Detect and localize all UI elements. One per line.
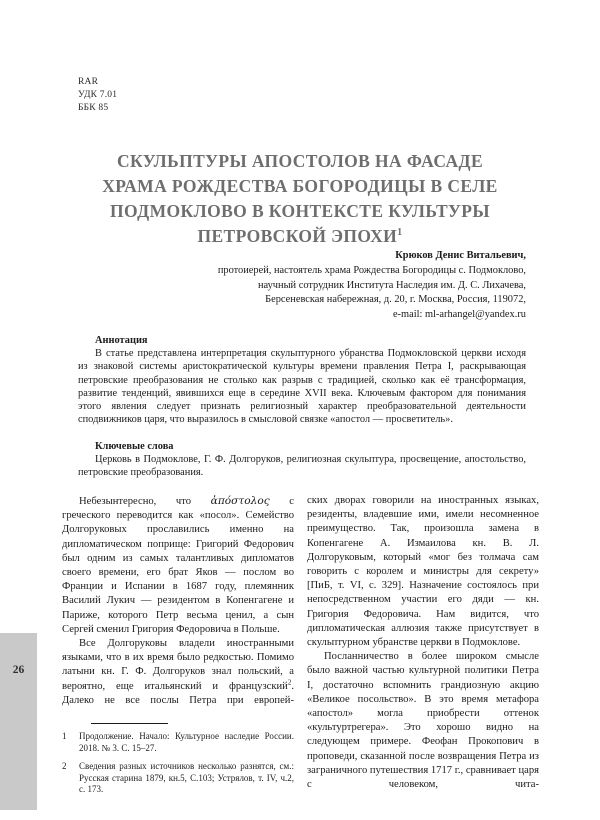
title-line-3: ПОДМОКЛОВО В КОНТЕКСТЕ КУЛЬТУРЫ <box>110 200 490 221</box>
left-paragraph-2 <box>62 637 294 708</box>
title-line-1: СКУЛЬПТУРЫ АПОСТОЛОВ НА ФАСАДЕ <box>116 150 484 171</box>
footnote-marker-2: 2 <box>287 678 292 687</box>
footnote-1-text: Продолжение. Начало: Культурное наследие России. 2018. № 3. С. 15–27. <box>79 731 294 753</box>
footnote-2-text: Сведения разных источников несколько разнятся, см.: Русская старина 1879, кн.5, С.103; Устрялов, т. IV, ч.2, с. 173. <box>79 761 294 795</box>
keywords-text: Церковь в Подмоклове, Г. Ф. Долгоруков, религиозная скульптура, просвещение, апостольство, петровские преобразования. <box>78 454 526 479</box>
right-column <box>307 494 539 803</box>
footnote-2 <box>62 761 294 796</box>
left-p1-post: с греческого переводится как «посол». Семейство Долгоруковых прославились именно на дипломатическом поприще: Григорий Федорович был одним из самых талантливых дипломатов своего времени, его брат Яков — послом во Франции и Испании в 1687 году, племянник Василий Лукич — резидентом в Копенгагене и Париже, которого Петр весьма ценил, а сын Сергей сменил Григория Федоровича в Польше. <box>62 496 294 635</box>
title-footnote-marker: 1 <box>397 226 403 238</box>
left-p2-pre: Все Долгоруковы владели иностранными языками, что в их время было редкостью. Помимо латыни кн. Г. Ф. Долгоруков знал польский, а вероятно, еще итальянский и французский <box>62 638 294 692</box>
page-number: 26 <box>12 664 25 676</box>
footnote-2-number: 2 <box>62 761 67 772</box>
left-column <box>62 494 294 803</box>
title-line-2: ХРАМА РОЖДЕСТВА БОГОРОДИЦЫ В СЕЛЕ <box>102 175 498 196</box>
article-title <box>40 149 560 249</box>
author-block <box>80 249 526 323</box>
keywords-section <box>78 440 526 480</box>
title-line-4: ПЕТРОВСКОЙ ЭПОХИ <box>197 225 398 246</box>
footnote-1-number: 1 <box>62 731 67 742</box>
footnote-separator-rule <box>91 723 168 724</box>
author-affiliation: научный сотрудник Института Наследия им. Д. С. Лихачева, <box>257 279 526 291</box>
bbk-code: ББК 85 <box>78 103 109 113</box>
left-p2-post: . Далеко не все послы Петра при европей- <box>62 680 294 706</box>
abstract-section <box>78 334 526 426</box>
abstract-text: В статье представлена интерпретация скульптурного убранства Подмокловской церкви исходя из знаковой системы аристократической культуры времени правления Петра I, раскрывающая петровские преобразования не столько как разрыв с традицией, сколько как её трансформация, развитие тенденций, явившихся еще в середине XVII века. Ключевым фактором для понимания этого явления следует признать религиозный характер преобразовательной деятельности сподвижников царя, что выразилось в смысловой связке «апостол — просветитель». <box>78 348 526 426</box>
left-paragraph-1 <box>62 494 294 637</box>
classification-codes <box>78 76 117 115</box>
greek-word-apostolos: ἀπόστολος <box>210 495 270 507</box>
author-email: e-mail: ml-arhangel@yandex.ru <box>392 309 526 321</box>
left-p1-pre: Небезынтересно, что <box>79 496 211 507</box>
keywords-heading: Ключевые слова <box>95 441 174 452</box>
author-address: Берсеневская набережная, д. 20, г. Москва, Россия, 119072, <box>265 294 526 306</box>
rar-code: RAR <box>78 77 99 87</box>
body-columns <box>62 494 538 803</box>
right-paragraph-2: Посланничество в более широком смысле было важной частью культурной политики Петра I, достаточно вспомнить грандиозную акцию «Великое посольство». В это время метафора «апостол» могла приобрести оттенок «культуртрегера». Это хорошо видно на следующем примере. Феофан Прокопович в проповеди, сказанной после возвращения Петра из заграничного путешествия 1717 г., сравнивает царя с человеком, чита- <box>307 651 539 791</box>
right-paragraph-1: ских дворах говорили на иностранных языках, резиденты, владевшие ими, имели несомненное преимущество. Так, произошла замена в Копенгагене А. Измаилова кн. В. Л. Долгоруковым, который «мог без толмача сам говорить с королем и министры для секрету» [ПиБ, т. VI, с. 329]. Назначение состоялось при непосредственном участии его дяди — кн. Григория Федоровича. Нам видится, что дипломатическая аллюзия также присутствует в скульптурном убранстве церкви в Подмоклове. <box>307 495 539 649</box>
author-name: Крюков Денис Витальевич, <box>395 250 526 261</box>
udk-code: УДК 7.01 <box>78 90 118 100</box>
footnote-1 <box>62 731 294 754</box>
abstract-heading: Аннотация <box>95 335 148 346</box>
page-margin-band <box>0 633 37 810</box>
author-position: протоиерей, настоятель храма Рождества Богородицы с. Подмоклово, <box>217 264 526 276</box>
